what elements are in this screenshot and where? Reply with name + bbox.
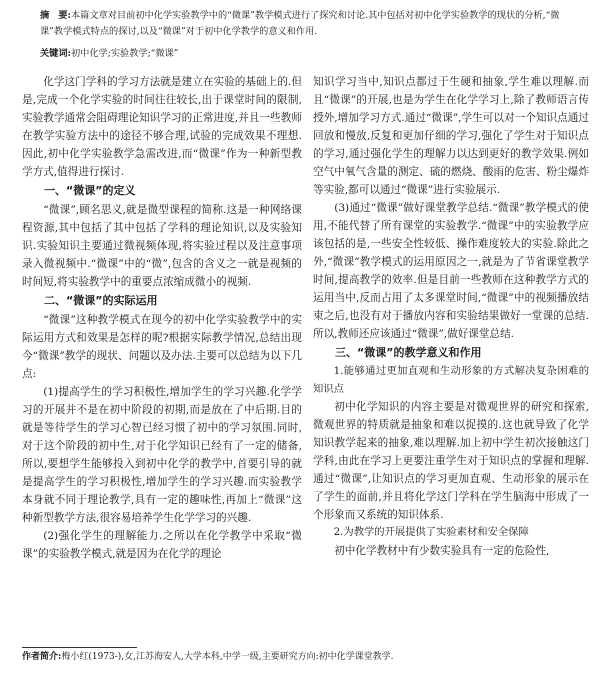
keywords-label: 关键词: xyxy=(40,48,71,59)
point-3-paragraph: (3)通过“微课”做好课堂教学总结.“微课”教学模式的使用,不能代替了所有课堂的实验教学.“微课”中的实验教学应该包括的是,一些安全性较低、操作难度较大的实验.除此之外,“微课”教学模式的运用原因之一,就是为了节省课堂教学时间,提高教学的效率.但是目前一些教师在这种教学方式的运用当中,反而占用了太多课堂时间,“微课”中的视频播放结束之后,也没有对于播放内容和实验结果做好一堂课的总结.所以,教师还应该通过“微课”,做好课堂总结. xyxy=(313,202,589,340)
footnote-label: 作者简介: xyxy=(22,652,62,662)
abstract xyxy=(40,8,580,39)
author-footnote xyxy=(22,650,582,664)
intro-paragraph: 化学这门学科的学习方法就是建立在实验的基础上的.但是,完成一个化学实验的时间往往较长,出于课堂时间的限制,实验教学通常会阻碍理论知识学习的正常进度,并且一些教师在教学实验方法中的途径不够合理,试验的完成效果不理想.因此,初中化学实验教学急需改进,而“微课”作为一种新型教学方式,值得进行探讨. xyxy=(22,76,302,178)
subheading-1: 1.能够通过更加直观和生动形象的方式解决复杂困难的知识点 xyxy=(313,365,589,395)
section-heading-significance: 三、“微课”的教学意义和作用 xyxy=(335,346,482,359)
keywords xyxy=(40,47,580,61)
section-heading-application: 二、“微课”的实际运用 xyxy=(44,294,158,307)
subheading-2: 2.为教学的开展提供了实验素材和安全保障 xyxy=(333,526,529,538)
point-1-paragraph: (1)提高学生的学习积极性,增加学生的学习兴趣.化学学习的开展并不是在初中阶段的初期,而是放在了中后期.目的就是等待学生的学习心智已经习惯了初中的学习氛围.同时,对于这个阶段的初中生,对于化学知识已经有了一定的储备,所以,要想学生能够投入到初中化学的教学中,首要引导的就是提高学生的学习积极性,增加学生的学习兴趣.而实验教学本身就不同于理论教学,具有一定的趣味性,再加上“微课”这种新型教学方法,很容易培养学生化学学习的兴趣. xyxy=(22,386,302,524)
point-2-paragraph: (2)强化学生的理解能力.之所以在化学教学中采取“微课”的实验教学模式,就是因为在化学的理论 xyxy=(22,530,302,560)
abstract-text: 本篇文章对目前初中化学实验教学中的“微课”教学模式进行了探究和讨论.其中包括对初中化学实验教学的现状的分析,“微课”教学模式特点的探讨,以及“微课”对于初中化学教学的意义和作用. xyxy=(40,10,560,37)
significance-paragraph: 初中化学知识的内容主要是对微观世界的研究和探索,微观世界的特质就是抽象和难以捉摸的.这也就导致了化学知识教学起来的抽象,难以理解.加上初中学生初次接触这门学科,由此在学习上更要注重学生对于知识点的掌握和理解.通过“微课”,让知识点的学习更加直观、生动形象的展示在了学生的面前,并且将化学这门学科在学生脑海中形成了一个形象而又系统的知识体系. xyxy=(313,401,589,521)
abstract-label: 摘 要: xyxy=(40,10,71,21)
definition-paragraph: “微课”,顾名思义,就是微型课程的简称.这是一种网络课程资源,其中包括了其中包括了学科的理论知识,以及实验知识.实验知识主要通过微视频体现,将实验过程以及注意事项录入微视频中.“微课”中的“微”,包含的含义之一就是视频的时间短,将实验教学中的重要点浓缩成微小的视频. xyxy=(22,204,302,288)
keywords-text: 初中化学;实验教学;“微课” xyxy=(70,48,179,59)
footnote-text: 梅小红(1973-),女,江苏海安人,大学本科,中学一级,主要研究方向:初中化学课堂教学. xyxy=(61,652,394,662)
left-column xyxy=(22,73,302,563)
footnote-divider xyxy=(22,647,137,648)
safety-paragraph: 初中化学教材中有少数实验具有一定的危险性, xyxy=(334,544,550,557)
section-heading-definition: 一、“微课”的定义 xyxy=(44,184,136,197)
point-2-continued: 知识学习当中,知识点都过于生硬和抽象,学生难以理解.而且“微课”的开展,也是为学生在化学学习上,除了教师语言传授外,增加学习方式.通过“微课”,学生可以对一个知识点通过回放和慢放,反复和更加仔细的学习,强化了学生对于知识点的学习,通过强化学生的理解力以达到更好的教学效果.例如空气中氧气含量的测定、硫的燃烧、酸雨的危害、粉尘爆炸等实验,都可以通过“微课”进行实验展示. xyxy=(313,76,589,196)
application-paragraph: “微课”这种教学模式在现今的初中化学实验教学中的实际运用方式和效果是怎样的呢?根据实际教学情况,总结出现今“微课”教学的现状、问题以及办法.主要可以总结为以下几点: xyxy=(22,314,302,380)
right-column xyxy=(313,73,589,560)
